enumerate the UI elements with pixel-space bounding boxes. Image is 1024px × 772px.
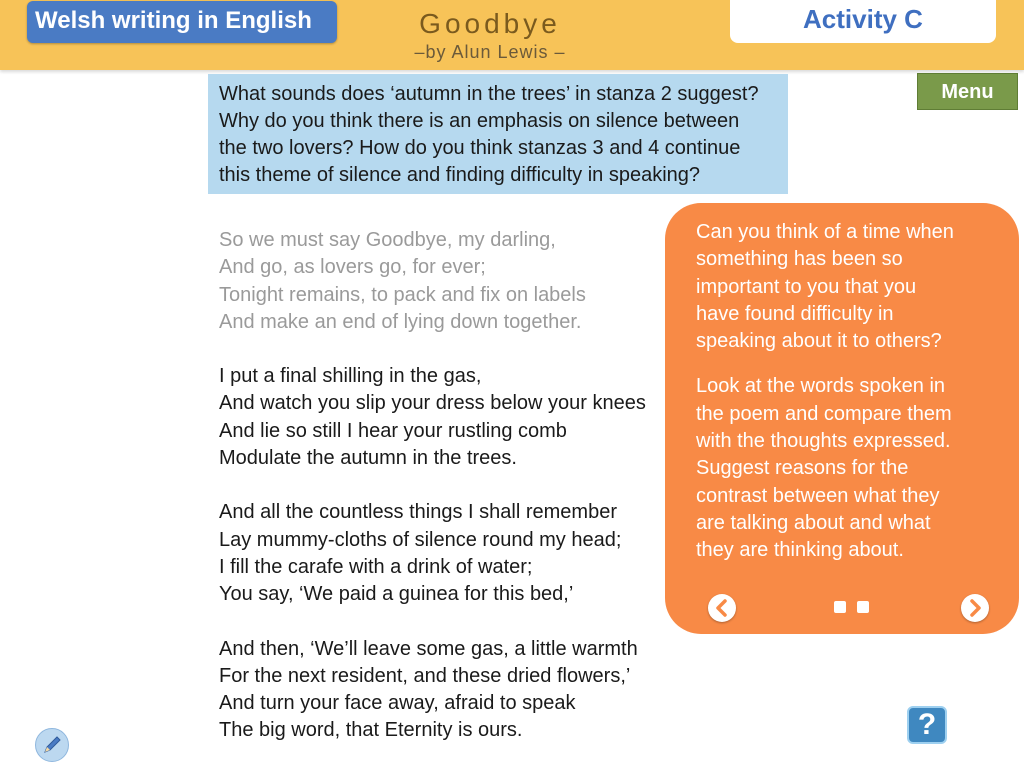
prompt-line: they are thinking about. [696, 539, 904, 562]
page-indicator-dot[interactable] [834, 601, 846, 613]
poem-line: I put a final shilling in the gas, [219, 365, 482, 388]
poem-line: Lay mummy-cloths of silence round my head; [219, 528, 622, 551]
poem-line: And turn your face away, afraid to speak [219, 692, 576, 715]
stanza-1 [219, 227, 669, 336]
poem-line: And then, ‘We’ll leave some gas, a little warmth [219, 637, 638, 660]
prompt-line: are talking about and what [696, 511, 931, 534]
prompt-paragraph-2 [696, 373, 999, 564]
prompt-line: contrast between what they [696, 484, 940, 507]
poem-line: Modulate the autumn in the trees. [219, 447, 517, 470]
activity-label: Activity C [730, 0, 996, 43]
stanza-4 [219, 636, 669, 745]
prompt-line: Can you think of a time when [696, 221, 954, 243]
page-title: Goodbye [419, 8, 561, 39]
poem-line: And watch you slip your dress below your knees [219, 392, 646, 415]
prompt-line: Look at the words spoken in [696, 375, 946, 398]
poem-line: And make an end of lying down together. [219, 310, 582, 333]
chevron-left-icon[interactable] [708, 594, 736, 622]
question-box [208, 74, 788, 194]
poem-line: And go, as lovers go, for ever; [219, 256, 486, 279]
poem-line: For the next resident, and these dried flowers,’ [219, 664, 631, 687]
header-bar [0, 0, 1024, 70]
help-icon[interactable]: ? [907, 706, 947, 744]
question-line: What sounds does ‘autumn in the trees’ in stanza 2 suggest? [219, 83, 759, 105]
page-subtitle: –by Alun Lewis – [414, 42, 566, 62]
poem-line: So we must say Goodbye, my darling, [219, 229, 556, 251]
prompt-line: important to you that you [696, 275, 917, 298]
prompt-line: with the thoughts expressed. [696, 430, 951, 453]
chevron-right-icon[interactable] [961, 594, 989, 622]
stanza-2 [219, 363, 669, 472]
poem-line: I fill the carafe with a drink of water; [219, 555, 533, 578]
page-indicator-dot[interactable] [857, 601, 869, 613]
section-badge: Welsh writing in English [27, 1, 337, 43]
poem-line: Tonight remains, to pack and fix on labels [219, 283, 586, 306]
poem-line: And lie so still I hear your rustling comb [219, 419, 567, 442]
prompt-line: have found difficulty in [696, 302, 894, 325]
poem-text [219, 227, 669, 772]
prompt-paragraph-1 [696, 219, 999, 355]
poem-line: And all the countless things I shall remember [219, 501, 617, 524]
question-line: the two lovers? How do you think stanzas 3 and 4 continue [219, 137, 741, 159]
prompt-line: something has been so [696, 248, 903, 271]
menu-button[interactable]: Menu [917, 73, 1018, 110]
prompt-line: the poem and compare them [696, 402, 952, 425]
pencil-icon[interactable] [35, 728, 69, 762]
prompt-line: speaking about it to others? [696, 330, 942, 353]
question-line: this theme of silence and finding difficulty in speaking? [219, 164, 701, 186]
poem-line: The big word, that Eternity is ours. [219, 719, 523, 742]
prompt-line: Suggest reasons for the [696, 457, 909, 480]
prompt-card [665, 203, 1019, 634]
question-line: Why do you think there is an emphasis on silence between [219, 110, 740, 132]
poem-line: You say, ‘We paid a guinea for this bed,’ [219, 583, 574, 606]
stanza-3 [219, 499, 669, 608]
